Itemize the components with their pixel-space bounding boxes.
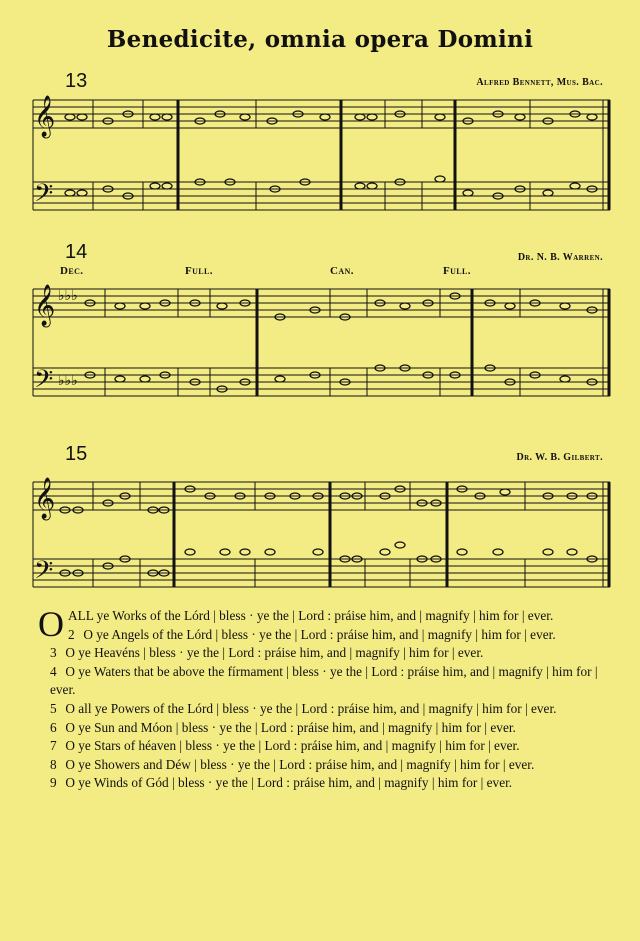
svg-text:𝄞: 𝄞 [34, 478, 56, 519]
svg-text:𝄞: 𝄞 [34, 96, 56, 137]
chant-number: 14 [65, 241, 88, 263]
verse-number: 9 [50, 775, 57, 791]
verse-7 [38, 737, 620, 756]
svg-text:𝄢: 𝄢 [34, 365, 54, 400]
part-label-full: Full. [185, 265, 213, 277]
composer-credit: Alfred Bennett, Mus. Bac. [476, 77, 603, 88]
part-label-can: Can. [330, 265, 354, 277]
part-label-dec: Dec. [60, 265, 84, 277]
clefs [34, 477, 55, 591]
page-title: Benedicite, omnia opera Domini [106, 26, 534, 53]
svg-text:♭♭♭: ♭♭♭ [58, 288, 78, 304]
composer-credit: Dr. W. B. Gilbert. [516, 452, 603, 463]
verse-3 [38, 644, 620, 663]
verse-number: 7 [50, 738, 57, 754]
svg-text:♭♭♭: ♭♭♭ [58, 373, 78, 389]
composer-credit: Dr. N. B. Warren. [517, 252, 603, 263]
verse-number: 2 [68, 626, 75, 642]
verse-2 [38, 626, 620, 645]
verse-number: 4 [50, 663, 57, 679]
svg-text:𝄢: 𝄢 [34, 179, 54, 214]
verse-text: O ye Winds of Gód | bless · ye the | Lord : práise him, and | magnify | him for | ever. [65, 775, 513, 791]
chant-number: 13 [65, 70, 88, 92]
verse-text: O ye Stars of héaven | bless · ye the | Lord : práise him, and | magnify | him for | ever. [65, 738, 520, 754]
verse-text: O all ye Powers of the Lórd | bless · ye the | Lord : práise him, and | magnify | him for | ever. [65, 700, 557, 716]
verse-number: 3 [50, 645, 57, 661]
drop-cap: O [38, 604, 64, 644]
verse-text: O ye Waters that be above the fírmament | bless · ye the | Lord : práise him, and | magnify | him for | ever. [50, 663, 598, 698]
verse-number: 8 [50, 756, 57, 772]
verse-text: O ye Heavéns | bless · ye the | Lord : práise him, and | magnify | him for | ever. [65, 645, 484, 661]
verse-8 [38, 756, 620, 775]
verse-5 [38, 700, 620, 719]
svg-text:𝄢: 𝄢 [34, 556, 54, 591]
bass-staff [33, 559, 610, 587]
svg-text:𝄞: 𝄞 [34, 285, 56, 326]
verse-text: ALL ye Works of the Lórd | bless · ye the | Lord : práise him, and | magnify | him for | ever. [68, 608, 554, 623]
chant-number: 15 [65, 443, 88, 465]
verse-6 [38, 719, 620, 738]
barlines [33, 482, 609, 587]
verse-9 [38, 774, 620, 793]
verse-text: O ye Angels of the Lórd | bless · ye the | Lord : práise him, and | magnify | him for | ever. [83, 626, 556, 642]
verse-4 [38, 663, 620, 700]
part-label-full: Full. [443, 265, 471, 277]
verse-text: O ye Sun and Móon | bless · ye the | Lord : práise him, and | magnify | him for | ever. [65, 719, 516, 735]
canticle-text [38, 604, 620, 793]
verse-number: 6 [50, 719, 57, 735]
verse-text: O ye Showers and Déw | bless · ye the | Lord : práise him, and | magnify | him for | ever. [65, 756, 535, 772]
verse-number: 5 [50, 700, 57, 716]
